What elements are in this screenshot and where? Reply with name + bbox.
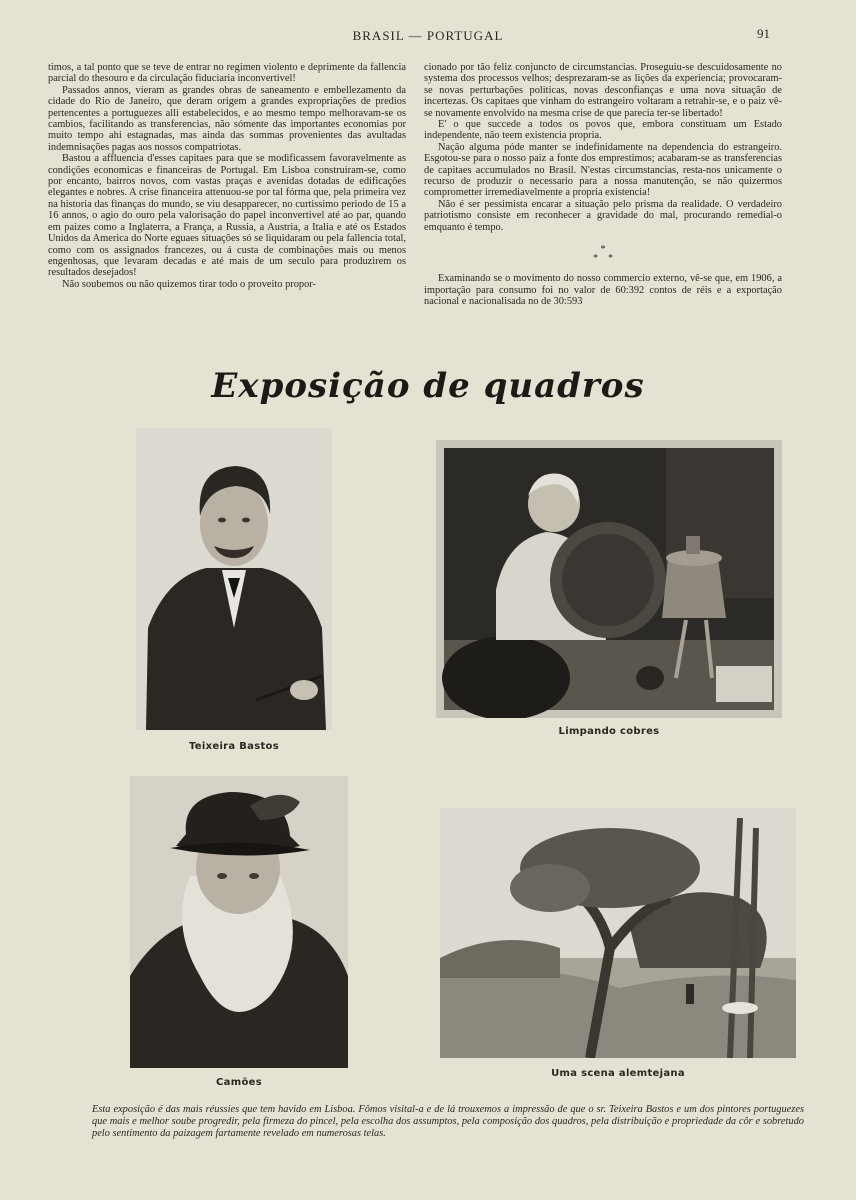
paragraph: E' o que succede a todos os povos que, embora constituam um Estado independente, não teem existencia propria. [424,119,782,142]
right-column [424,62,782,354]
painting-landscape [440,808,796,1058]
left-column [48,62,406,354]
paragraph: Examinando se o movimento do nosso commercio externo, vê-se que, em 1906, a importação para consumo foi no valor de 60:392 contos de réis e a exportação nacional e nacionalisada no de 30:593 [424,273,782,307]
caption-painting-kitchen: Limpando cobres [558,726,660,737]
paragraph: Não soubemos ou não quizemos tirar todo o proveito propor- [62,278,317,290]
paragraph: Nação alguma póde manter se indefinidamente na dependencia do estrangeiro. Esgotou-se para o nosso paiz a fonte dos emprestimos; acabaram-se as transferencias de capitaes accumulados no Brasil. N'estas circumstancias, resta-nos unicamente o recurso de produzir o necessario para a nossa manutenção, se não quizermos comprometter irremediavelmente a propria existencia! [424,141,782,199]
paragraph: Passados annos, vieram as grandes obras de saneamento e embellezamento da cidade do Rio de Janeiro, que deram origem a grandes expropriações de predios pertencentes a portuguezes alli estabelecidos, e ao mesmo tempo melhoravam-se os cambios, facilitando as transferencias, não sómente das importantes economias por muito tempo ahi estagnadas, mas ainda das sommas provenientes das avultadas indemnisações pagas aos nossos compatriotas. [48,84,406,153]
paragraph: Não é ser pessimista encarar a situação pelo prisma da realidade. O verdadeiro patriotismo consiste em reconhecer a gravidade do mal, procurando remedial-o emquanto é tempo. [424,198,782,233]
paragraph: timos, a tal ponto que se teve de entrar no regimen violento e deprimente da fallencia parcial do thesouro e da circulação fiduciaria inconvertivel! [48,62,406,85]
section-break-ornament: * * * [593,244,613,265]
painting-kitchen [436,440,782,718]
caption-painting-landscape: Uma scena alemtejana [551,1068,685,1079]
paragraph: cionado por tão feliz conjuncto de circumstancias. Proseguiu-se descuidosamente no systema dos processos velhos; desprezaram-se as lições da experiencia; provocaram-se novas perturbações politicas, novas desconfianças e uma nova situação de incertezas. Os capitaes que vinham do estrangeiro voltaram a retrahir-se, e o paiz vê-se novamente envolvido na mesma crise de que parecia ter-se libertado! [424,62,782,119]
caption-painting-old-man: Camões [216,1077,262,1088]
portrait-photo [136,428,332,730]
page-number: 91 [757,26,770,41]
footnote-text: Esta exposição é das mais réussies que tem havido em Lisboa. Fômos visital-a e de lá trouxemos a impressão de que o sr. Teixeira Bastos e um dos pintores portuguezes que mais e melhor soube progredir, pela firmeza do pincel, pela escolha dos assumptos, pela composição dos quadros, pela distribuição e propriedade da côr e sobretudo pelo sentimento da paizagem fartamente revelado em numerosas telas. [92,1104,804,1139]
section-title: Exposição de quadros [211,366,645,406]
paragraph: Bastou a affluencia d'esses capitaes para que se modificassem favoravelmente as condições economicas e financeiras de Portugal. Em Lisboa construiram-se, como por encanto, bairros novos, com vastas praças e avenidas dotadas de edificações elegantes e nobres. A crise financeira attenuou-se por tal fórma que, pela primeira vez na historia das finanças do mundo, se viu desapparecer, no curtissimo periodo de 15 a 16 annos, o agio do ouro pela valorisação do papel inconvertivel até ao par, quando em paizes como a Inglaterra, a França, a Russia, a Austria, a Italia e até os Estados Unidos da America do Norte eguaes situações só se liquidaram ou pela fallencia total, como com os assignados francezes, ou á custa de combinações mais ou menos engenhosas, que levaram decadas e até mais de um seculo para produzirem os resultados desejados! [48,153,406,279]
running-header: BRASIL — PORTUGAL [352,28,504,43]
caption-portrait: Teixeira Bastos [189,741,279,752]
painting-old-man [130,776,348,1068]
